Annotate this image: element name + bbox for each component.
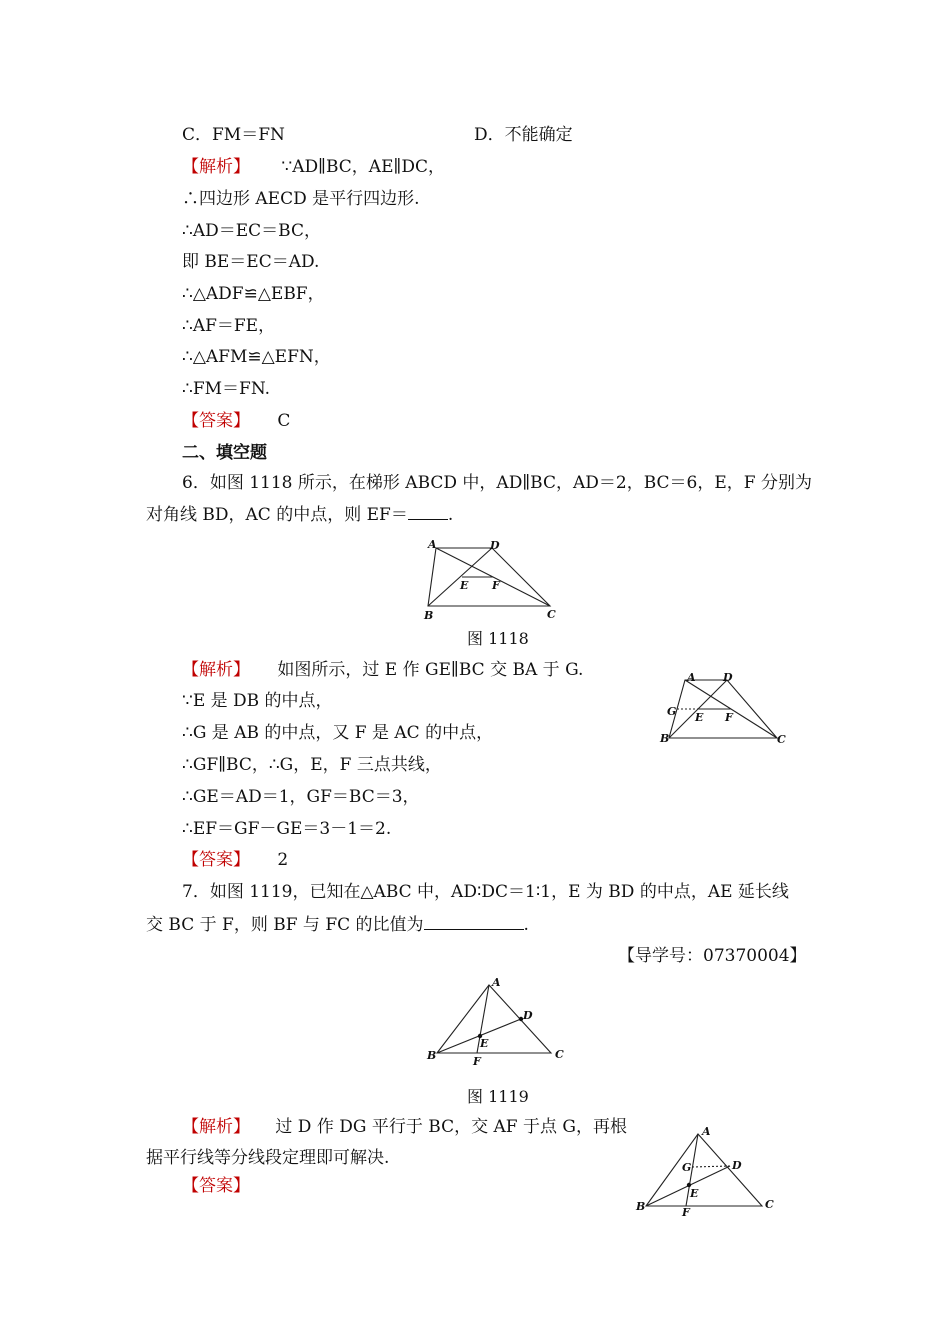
q6-analysis-line-5: ∴EF＝GF－GE＝3－1＝2. (182, 819, 392, 839)
label-c: C (765, 1198, 774, 1211)
q7-text-0: 过 D 作 DG 平行于 BC，交 AF 于点 G，再根 (275, 1117, 627, 1137)
figure-1119-solution (632, 1122, 782, 1217)
label-e: E (480, 1037, 489, 1050)
q6-answer-line (182, 849, 288, 871)
q7-analysis-line-1: 据平行线等分线段定理即可解决. (146, 1148, 390, 1168)
analysis-label: 【解析】 (182, 1117, 250, 1137)
q6-stem-end: . (447, 505, 454, 525)
label-d: D (490, 539, 500, 552)
label-f: F (682, 1206, 690, 1219)
answer-blank (424, 914, 524, 930)
label-e: E (460, 579, 469, 592)
q6-analysis-line-4: ∴GE＝AD＝1，GF＝BC＝3， (182, 787, 420, 807)
q6-stem-line-1: 6．如图 1118 所示，在梯形 ABCD 中，AD∥BC，AD＝2，BC＝6，E，F 分别为 (182, 473, 812, 493)
section-heading: 二、填空题 (182, 443, 267, 463)
label-c: C (555, 1048, 564, 1061)
answer-label: 【答案】 (182, 1176, 250, 1196)
label-c: C (777, 733, 786, 746)
label-d: D (723, 671, 733, 684)
label-d: D (523, 1009, 533, 1022)
q7-stem-text: 交 BC 于 F，则 BF 与 FC 的比值为 (146, 915, 424, 935)
q5-analysis-line-2: ∴AD＝EC＝BC， (182, 221, 321, 241)
q5-analysis-line-3: 即 BE＝EC＝AD. (182, 252, 320, 272)
answer-label: 【答案】 (182, 411, 250, 431)
q6-analysis-line-2: ∴G 是 AB 的中点，又 F 是 AC 的中点， (182, 723, 494, 743)
option-d: D．不能确定 (474, 125, 573, 145)
q5-analysis-line-6: ∴△AFM≌△EFN， (182, 347, 331, 367)
answer-label: 【答案】 (182, 850, 250, 870)
q7-answer-line (182, 1175, 250, 1197)
guide-number: 【导学号：07370004】 (618, 946, 807, 966)
q5-analysis-line-7: ∴FM＝FN. (182, 379, 271, 399)
q6-analysis-line-1: ∵E 是 DB 的中点， (182, 691, 333, 711)
triangle-abc (437, 985, 551, 1053)
q5-analysis-line-0 (182, 156, 445, 178)
label-g: G (667, 705, 677, 718)
q5-analysis-line-4: ∴△ADF≌△EBF， (182, 284, 325, 304)
label-e: E (695, 711, 704, 724)
analysis-label: 【解析】 (182, 660, 250, 680)
label-e: E (690, 1187, 699, 1200)
label-f: F (473, 1055, 481, 1068)
figure-1118 (420, 538, 560, 622)
answer-value: C (277, 411, 291, 431)
option-c: C．FM＝FN (182, 125, 285, 145)
q6-stem-text: 对角线 BD，AC 的中点，则 EF＝ (146, 505, 408, 525)
q5-analysis-line-5: ∴AF＝FE， (182, 316, 276, 336)
q7-analysis-line-0 (182, 1116, 627, 1138)
label-f: F (725, 711, 733, 724)
q6-text-0: 如图所示，过 E 作 GE∥BC 交 BA 于 G. (277, 660, 584, 680)
figure-1119 (425, 975, 575, 1070)
label-a: A (702, 1125, 711, 1138)
q5-analysis-line-1: ∴四边形 AECD 是平行四边形. (182, 189, 420, 209)
q7-stem-line-1: 7．如图 1119，已知在△ABC 中，AD∶DC＝1∶1，E 为 BD 的中点，AE 延长线 (182, 882, 789, 902)
answer-value: 2 (277, 850, 289, 870)
figure-1118-caption: 图 1118 (467, 629, 529, 648)
q7-stem-end: . (523, 915, 529, 935)
label-a: A (492, 976, 501, 989)
analysis-label: 【解析】 (182, 157, 250, 177)
answer-blank (408, 504, 448, 520)
figure-1118-solution (655, 668, 795, 748)
label-a: A (428, 538, 437, 551)
q5-text-0: ∵AD∥BC，AE∥DC， (281, 157, 445, 177)
label-c: C (547, 608, 556, 621)
label-d: D (732, 1159, 742, 1172)
label-a: A (687, 671, 696, 684)
q5-answer-line (182, 410, 290, 432)
segment-gd (692, 1166, 730, 1167)
label-f: F (492, 579, 500, 592)
label-b: B (427, 1049, 437, 1062)
figure-1119-caption: 图 1119 (467, 1087, 529, 1106)
triangle-abc (646, 1134, 762, 1206)
q6-analysis-line-3: ∴GF∥BC，∴G，E，F 三点共线， (182, 755, 442, 775)
label-g: G (682, 1161, 692, 1174)
q6-stem-line-2 (146, 504, 453, 526)
q7-stem-line-2 (146, 914, 529, 936)
label-b: B (660, 732, 670, 745)
q6-analysis-line-0 (182, 659, 583, 681)
label-b: B (424, 609, 434, 622)
label-b: B (636, 1200, 646, 1213)
